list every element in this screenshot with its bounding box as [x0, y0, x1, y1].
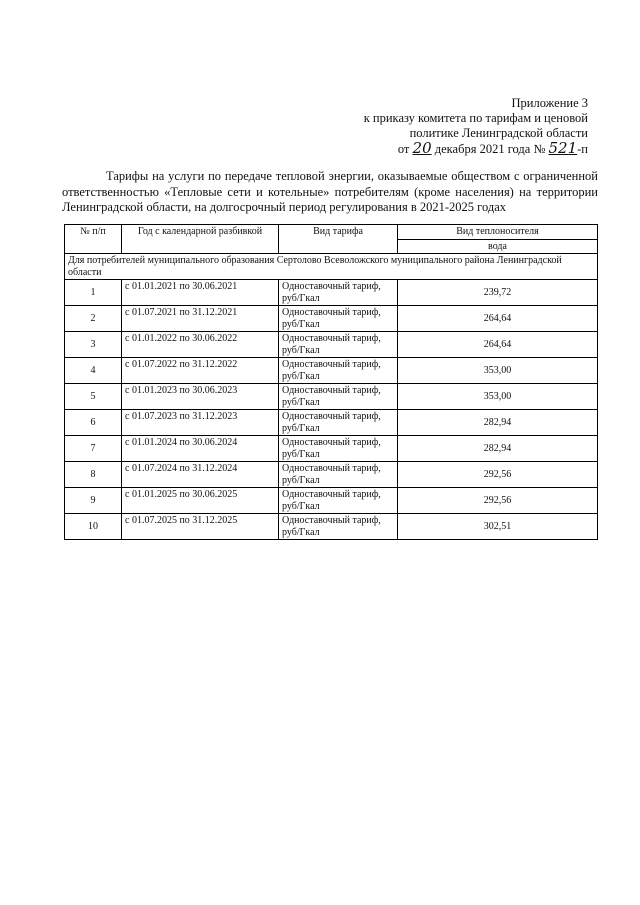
- row-value: 264,64: [398, 332, 598, 358]
- row-period: с 01.07.2025 по 31.12.2025: [122, 514, 279, 540]
- row-period: с 01.01.2021 по 30.06.2021: [122, 280, 279, 306]
- group-label: Для потребителей муниципального образования Сертолово Всеволожского муниципального района Ленинградской области: [65, 254, 598, 280]
- table-row: [65, 280, 598, 306]
- table-row: [65, 306, 598, 332]
- table-body: [65, 254, 598, 540]
- date-middle: декабря 2021 года №: [434, 142, 546, 156]
- row-number: 7: [65, 436, 122, 462]
- row-tariff-type: Одноставочный тариф, руб/Гкал: [279, 358, 398, 384]
- row-value: 353,00: [398, 358, 598, 384]
- row-tariff-type: Одноставочный тариф, руб/Гкал: [279, 410, 398, 436]
- row-value: 239,72: [398, 280, 598, 306]
- row-tariff-type: Одноставочный тариф, руб/Гкал: [279, 280, 398, 306]
- appendix-block: [348, 96, 588, 157]
- row-tariff-type: Одноставочный тариф, руб/Гкал: [279, 436, 398, 462]
- handwritten-day: 20: [412, 139, 432, 157]
- row-period: с 01.01.2022 по 30.06.2022: [122, 332, 279, 358]
- row-value: 353,00: [398, 384, 598, 410]
- row-tariff-type: Одноставочный тариф, руб/Гкал: [279, 462, 398, 488]
- header-water: вода: [398, 239, 598, 254]
- row-number: 8: [65, 462, 122, 488]
- row-value: 302,51: [398, 514, 598, 540]
- tariff-table: [64, 224, 598, 540]
- date-suffix: -п: [577, 142, 588, 156]
- date-prefix: от: [397, 142, 410, 156]
- table-row: [65, 358, 598, 384]
- row-value: 292,56: [398, 462, 598, 488]
- row-period: с 01.07.2022 по 31.12.2022: [122, 358, 279, 384]
- table-row: [65, 410, 598, 436]
- table-row: [65, 488, 598, 514]
- row-tariff-type: Одноставочный тариф, руб/Гкал: [279, 514, 398, 540]
- row-period: с 01.01.2025 по 30.06.2025: [122, 488, 279, 514]
- row-number: 9: [65, 488, 122, 514]
- row-tariff-type: Одноставочный тариф, руб/Гкал: [279, 306, 398, 332]
- row-period: с 01.07.2021 по 31.12.2021: [122, 306, 279, 332]
- row-tariff-type: Одноставочный тариф, руб/Гкал: [279, 488, 398, 514]
- table-row: [65, 332, 598, 358]
- row-value: 264,64: [398, 306, 598, 332]
- table-row: [65, 462, 598, 488]
- table-row: [65, 384, 598, 410]
- row-period: с 01.07.2023 по 31.12.2023: [122, 410, 279, 436]
- row-tariff-type: Одноставочный тариф, руб/Гкал: [279, 332, 398, 358]
- row-period: с 01.01.2024 по 30.06.2024: [122, 436, 279, 462]
- row-number: 5: [65, 384, 122, 410]
- table-row: [65, 436, 598, 462]
- row-value: 282,94: [398, 436, 598, 462]
- row-number: 4: [65, 358, 122, 384]
- row-tariff-type: Одноставочный тариф, руб/Гкал: [279, 384, 398, 410]
- table-row: [65, 514, 598, 540]
- table-header-row: [65, 225, 598, 240]
- header-heat-carrier: Вид теплоносителя: [398, 225, 598, 240]
- row-value: 292,56: [398, 488, 598, 514]
- group-row: [65, 254, 598, 280]
- appendix-date-line: [348, 141, 588, 157]
- row-period: с 01.01.2023 по 30.06.2023: [122, 384, 279, 410]
- row-number: 10: [65, 514, 122, 540]
- header-period: Год с календарной разбивкой: [122, 225, 279, 254]
- header-number: № п/п: [65, 225, 122, 254]
- appendix-order-line: к приказу комитета по тарифам и ценовой: [363, 111, 588, 125]
- row-value: 282,94: [398, 410, 598, 436]
- row-number: 1: [65, 280, 122, 306]
- row-number: 6: [65, 410, 122, 436]
- handwritten-doc-number: 521: [548, 139, 578, 157]
- appendix-title: Приложение 3: [511, 96, 588, 110]
- row-number: 3: [65, 332, 122, 358]
- header-tariff-type: Вид тарифа: [279, 225, 398, 254]
- document-title: Тарифы на услуги по передаче тепловой энергии, оказываемые обществом с ограниченной ответственностью «Тепловые сети и котельные» потребителям (кроме населения) на территории Ленинградской области, на долгосрочный период регулирования в 2021-2025 годах: [62, 169, 598, 214]
- row-period: с 01.07.2024 по 31.12.2024: [122, 462, 279, 488]
- row-number: 2: [65, 306, 122, 332]
- appendix-committee-line: политике Ленинградской области: [409, 126, 588, 140]
